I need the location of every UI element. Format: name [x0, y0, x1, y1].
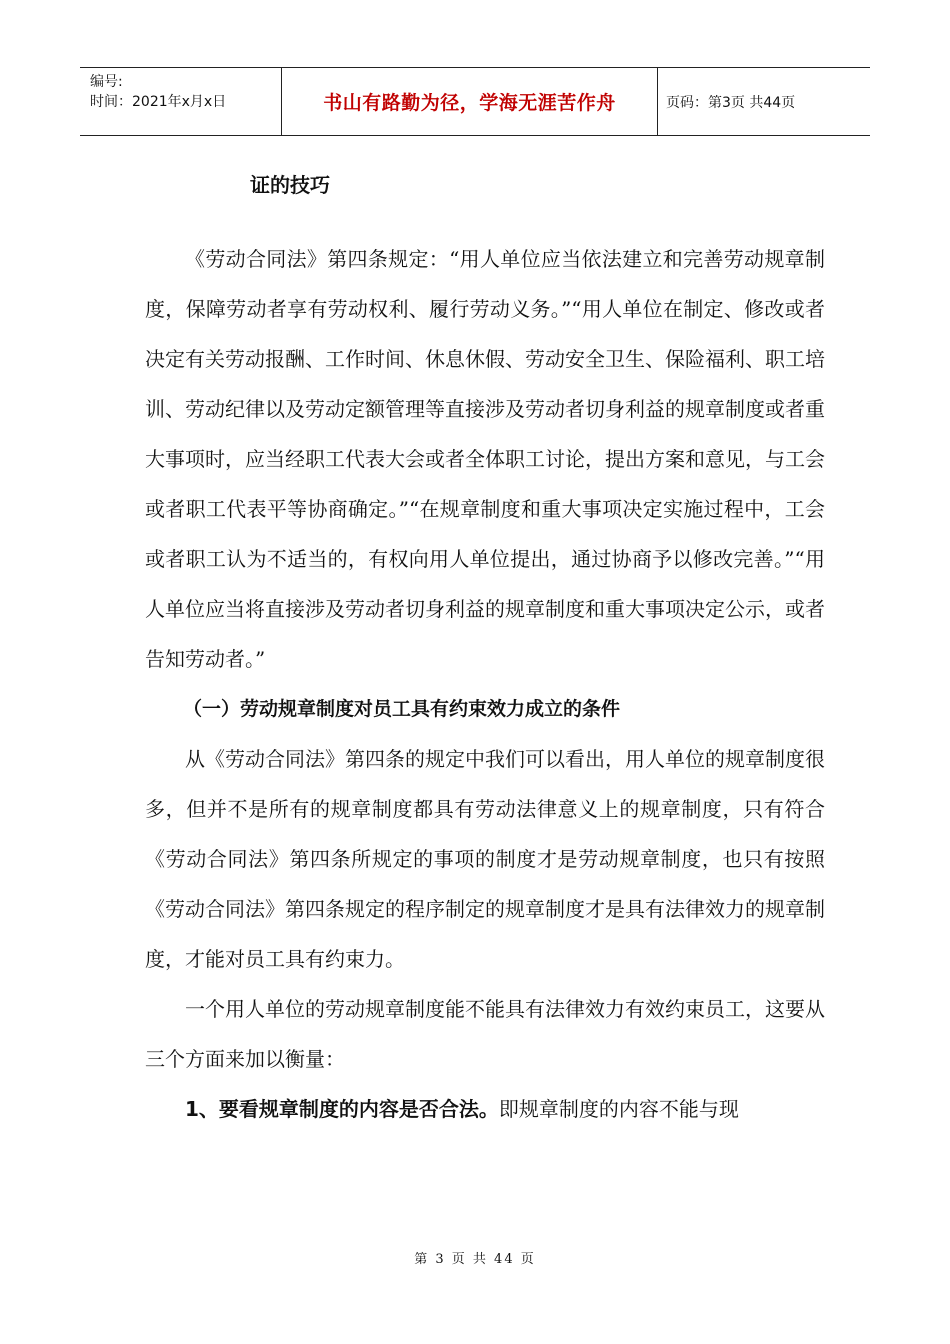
body-paragraph: 从《劳动合同法》第四条的规定中我们可以看出，用人单位的规章制度很多，但并不是所有的规章制度都具有劳动法律意义上的规章制度，只有符合《劳动合同法》第四条所规定的事项的制度才是劳动规章制度，也只有按照《劳动合同法》第四条规定的程序制定的规章制度才是具有法律效力的规章制度，才能对员工具有约束力。	[145, 747, 825, 971]
document-number: 编号:	[90, 74, 123, 90]
point-title: 1、要看规章制度的内容是否合法。	[185, 1097, 499, 1121]
section-heading: 证的技巧	[250, 173, 330, 197]
header-meta	[80, 68, 282, 135]
document-date: 时间：2021年x月x日	[90, 94, 227, 110]
header-page-number: 页码：第3页 共44页	[666, 94, 796, 111]
point-text: 即规章制度的内容不能与现	[498, 1097, 739, 1121]
page-footer: 第 3 页 共 44 页	[414, 1252, 536, 1267]
header-motto: 书山有路勤为径，学海无涯苦作舟	[282, 68, 658, 135]
point-paragraph	[145, 1084, 825, 1134]
body-paragraph: 《劳动合同法》第四条规定：“用人单位应当依法建立和完善劳动规章制度，保障劳动者享有劳动权利、履行劳动义务。”“用人单位在制定、修改或者决定有关劳动报酬、工作时间、休息休假、劳动安全卫生、保险福利、职工培训、劳动纪律以及劳动定额管理等直接涉及劳动者切身利益的规章制度或者重大事项时，应当经职工代表大会或者全体职工讨论，提出方案和意见，与工会或者职工代表平等协商确定。”“在规章制度和重大事项决定实施过程中，工会或者职工认为不适当的，有权向用人单位提出，通过协商予以修改完善。”“用人单位应当将直接涉及劳动者切身利益的规章制度和重大事项决定公示，或者告知劳动者。”	[145, 247, 825, 671]
page-body	[145, 160, 825, 1134]
page-header	[80, 67, 870, 136]
body-paragraph: 一个用人单位的劳动规章制度能不能具有法律效力有效约束员工，这要从三个方面来加以衡量：	[145, 997, 825, 1071]
subsection-title: （一）劳动规章制度对员工具有约束效力成立的条件	[183, 698, 621, 720]
